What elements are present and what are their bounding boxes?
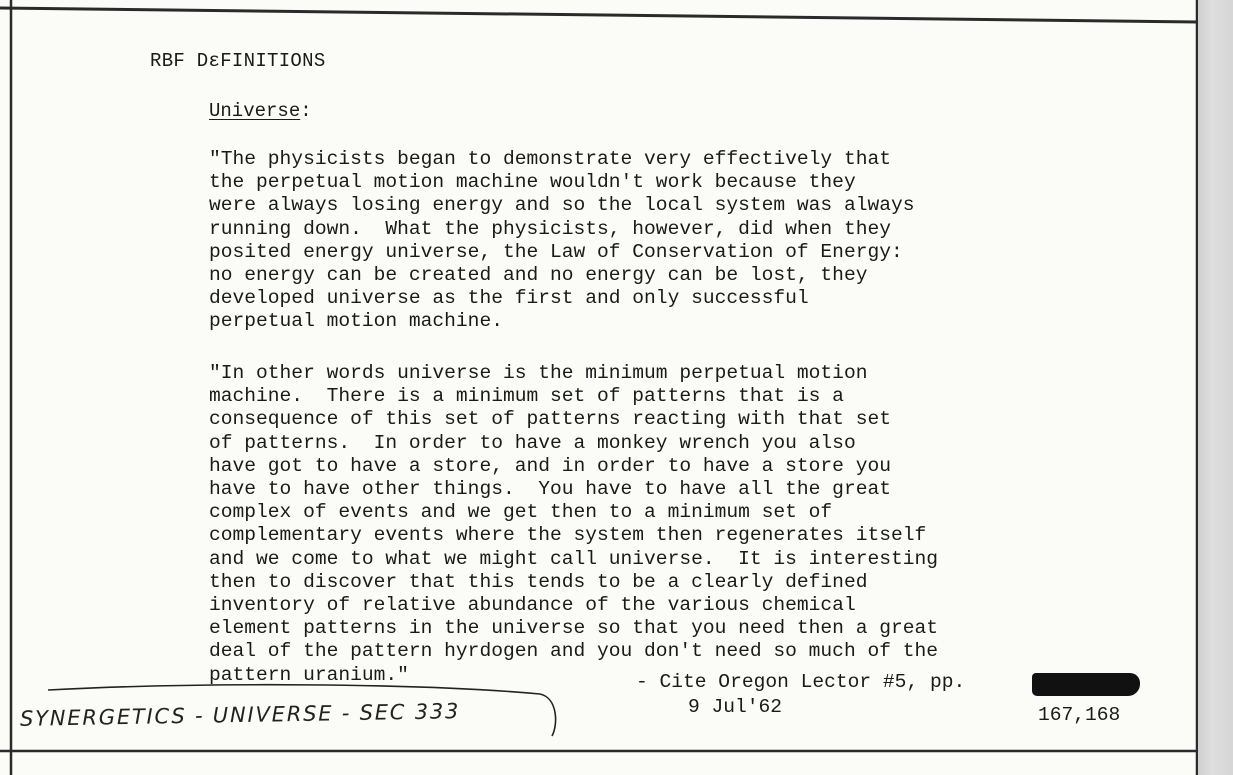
document-header: RBF DɛFINITIONS [150,50,326,72]
citation-source: - Cite Oregon Lector #5, pp. [636,671,966,693]
section-title [209,100,312,122]
quote-paragraph-2: "In other words universe is the minimum perpetual motion machine. There is a minimum set of patterns that is a consequence of this set of patterns reacting with that set of patterns. In order to have a monkey wrench you also have got to have a store, and in order to have a store you have to have other things. You have to have all the great complex of events and we get then to a minimum set of complementary events where the system then regenerates itself and we come to what we might call universe. It is interesting then to discover that this tends to be a clearly defined inventory of relative abundance of the various chemical element patterns in the universe so that you need then a great deal of the pattern hyrdogen and you don't need so much of the pattern uranium." [209,362,939,686]
top-border-line [0,8,1198,22]
section-title-colon: : [300,100,312,122]
redaction-mark [1032,673,1140,696]
handwritten-note: SYNERGETICS - UNIVERSE - SEC 333 [19,699,461,731]
citation-pages: 167,168 [1038,704,1121,726]
quote-paragraph-1: "The physicists began to demonstrate very effectively that the perpetual motion machine wouldn't work because they were always losing energy and so the local system was always running down. What the physicists, however, did when they posited energy universe, the Law of Conservation of Energy: no energy can be created and no energy can be lost, they developed universe as the first and only successful perpetual motion machine. [209,148,915,333]
section-title-word: Universe [209,100,301,122]
scan-edge-strip [1198,0,1233,775]
citation-date: 9 Jul'62 [688,696,783,718]
